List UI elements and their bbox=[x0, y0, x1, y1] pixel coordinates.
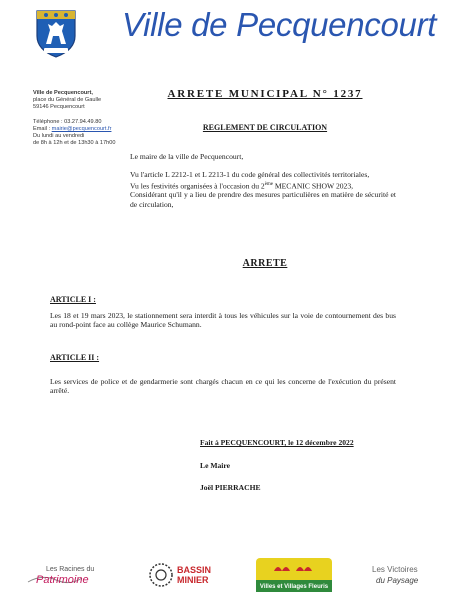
article-1-title: ARTICLE I : bbox=[50, 295, 96, 304]
town-crest-logo bbox=[34, 8, 78, 58]
svg-text:Les Racines du: Les Racines du bbox=[46, 566, 95, 573]
svg-text:Villes et Villages Fleuris: Villes et Villages Fleuris bbox=[259, 584, 329, 590]
sidebar-hours-1: Du lundi au vendredi bbox=[33, 133, 85, 140]
signer-name: Joël PIERRACHE bbox=[200, 482, 261, 492]
considerant-line: Considérant qu'il y a lieu de prendre des mesures particulières en matière de sécurité et de circulation, bbox=[130, 190, 396, 209]
preamble bbox=[130, 152, 396, 209]
patrimoine-logo bbox=[22, 558, 114, 592]
vu-article-line: Vu l'article L 2212-1 et L 2213-1 du code général des collectivités territoriales, bbox=[130, 170, 370, 180]
sidebar-street: place du Général de Gaulle bbox=[33, 97, 102, 104]
svg-text:Patrimoine: Patrimoine bbox=[36, 574, 89, 586]
article-2-text: Les services de police et de gendarmerie sont chargés chacun en ce qui les concerne de l'exécution du présent arrêté. bbox=[50, 377, 396, 396]
svg-text:BASSIN: BASSIN bbox=[177, 565, 212, 575]
article-1-text: Les 18 et 19 mars 2023, le stationnement sera interdit à tous les véhicules sur la voie de contournement des bus au rond-point face au collège Maurice Schumann. bbox=[50, 311, 396, 330]
sidebar-email-link[interactable]: mairie@pecquencourt.fr bbox=[51, 125, 112, 132]
arrete-subject: REGLEMENT DE CIRCULATION bbox=[202, 123, 328, 132]
town-title: Ville de Pecquencourt bbox=[122, 6, 437, 43]
town-contact-sidebar bbox=[33, 90, 143, 147]
svg-text:MINIER: MINIER bbox=[177, 575, 209, 585]
arrete-heading: ARRETE bbox=[242, 258, 288, 269]
bassin-minier-logo bbox=[148, 558, 222, 592]
sidebar-email-row bbox=[33, 126, 143, 133]
sidebar-city: 59146 Pecquencourt bbox=[33, 104, 85, 111]
signature-date: Fait à PECQUENCOURT, le 12 décembre 2022 bbox=[200, 438, 354, 447]
sidebar-phone: Téléphone : 03.27.94.49.80 bbox=[33, 118, 102, 125]
article-2-title: ARTICLE II : bbox=[50, 353, 100, 362]
signer-role: Le Maire bbox=[200, 461, 231, 471]
sidebar-hours-2: de 8h à 12h et de 13h30 à 17h00 bbox=[33, 140, 116, 147]
arrete-number-title: ARRETE MUNICIPAL N° 1237 bbox=[167, 88, 363, 100]
sidebar-email-label: Email : bbox=[33, 125, 51, 132]
intro-line: Le maire de la ville de Pecquencourt, bbox=[130, 152, 244, 161]
villes-fleuries-logo bbox=[256, 558, 332, 592]
signature-block bbox=[200, 438, 354, 492]
victoires-paysage-logo bbox=[368, 558, 428, 592]
svg-text:Les Victoires: Les Victoires bbox=[372, 565, 418, 574]
vu-festivities-line: Vu les festivités organisées à l'occasion du 2ème MECANIC SHOW 2023, bbox=[130, 181, 354, 191]
svg-text:du Paysage: du Paysage bbox=[376, 576, 419, 585]
sidebar-org: Ville de Pecquencourt, bbox=[33, 90, 93, 96]
